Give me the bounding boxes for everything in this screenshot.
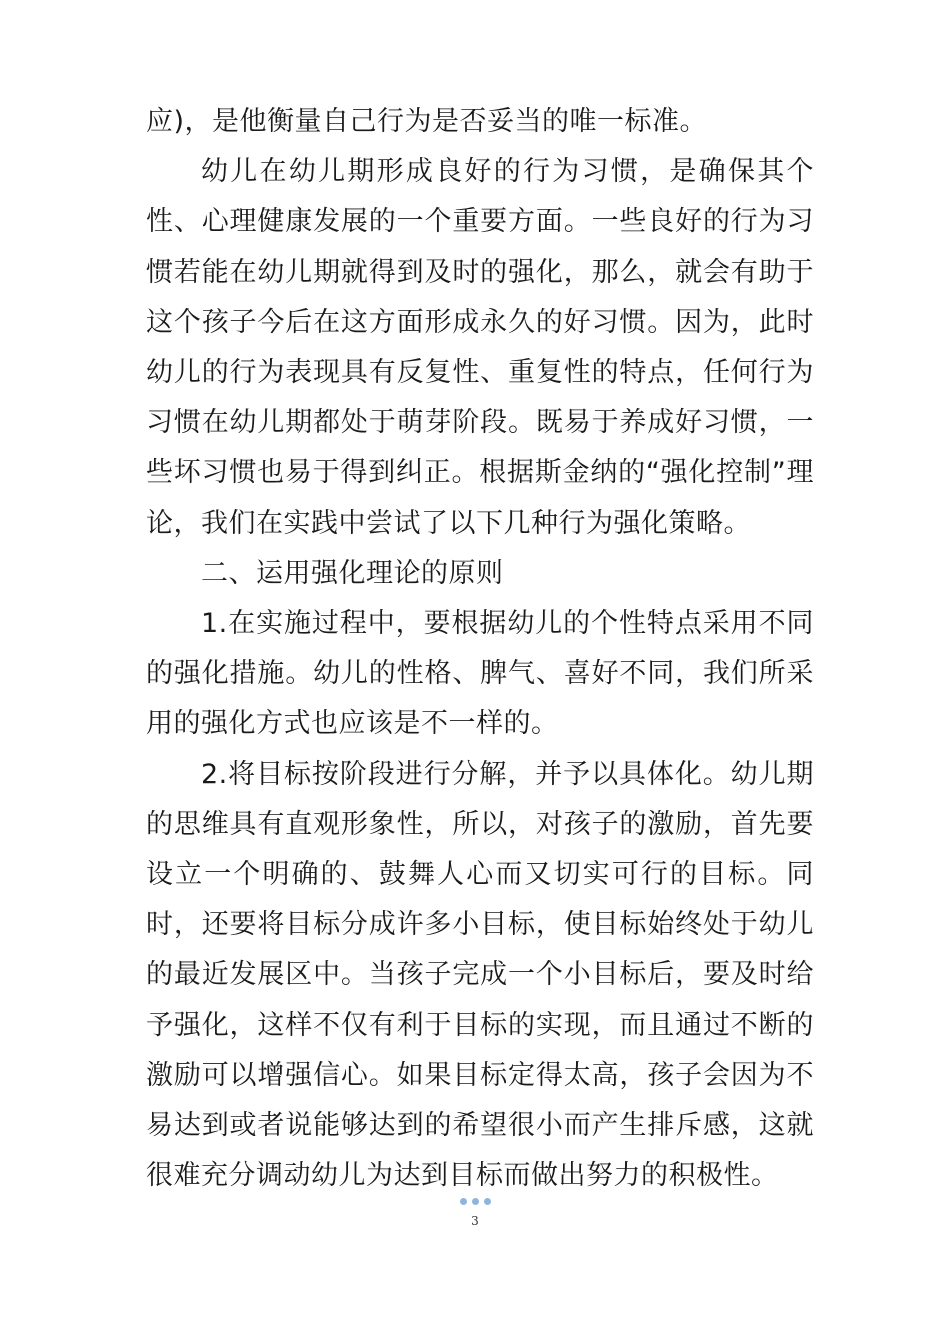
document-body xyxy=(146,97,814,1201)
paragraph-principle-2: 2.将目标按阶段进行分解，并予以具体化。幼儿期的思维具有直观形象性，所以，对孩子的激励，首先要设立一个明确的、鼓舞人心而又切实可行的目标。同时，还要将目标分成许多小目标，使目标始终处于幼儿的最近发展区中。当孩子完成一个小目标后，要及时给予强化，这样不仅有利于目标的实现，而且通过不断的激励可以增强信心。如果目标定得太高，孩子会因为不易达到或者说能够达到的希望很小而产生排斥感，这就很难充分调动幼儿为达到目标而做出努力的积极性。 xyxy=(146,758,814,1192)
dot xyxy=(484,1198,491,1205)
dot xyxy=(472,1198,479,1205)
paragraph-behavior-habits: 幼儿在幼儿期形成良好的行为习惯，是确保其个性、心理健康发展的一个重要方面。一些良好的行为习惯若能在幼儿期就得到及时的强化，那么，就会有助于这个孩子今后在这方面形成永久的好习惯。因为，此时幼儿的行为表现具有反复性、重复性的特点，任何行为习惯在幼儿期都处于萌芽阶段。既易于养成好习惯，一些坏习惯也易于得到纠正。根据斯金纳的“强化控制”理论，我们在实践中尝试了以下几种行为强化策略。 xyxy=(146,156,814,539)
ellipsis-dots-icon xyxy=(0,1198,950,1208)
paragraph-continuation: 应)，是他衡量自己行为是否妥当的唯一标准。 xyxy=(146,106,708,137)
dot xyxy=(460,1198,467,1205)
page-footer xyxy=(0,1198,950,1228)
paragraph-principle-1: 1.在实施过程中，要根据幼儿的个性特点采用不同的强化措施。幼儿的性格、脾气、喜好不同，我们所采用的强化方式也应该是不一样的。 xyxy=(146,608,814,740)
page-number: 3 xyxy=(471,1214,479,1228)
section-heading: 二、运用强化理论的原则 xyxy=(201,557,504,589)
